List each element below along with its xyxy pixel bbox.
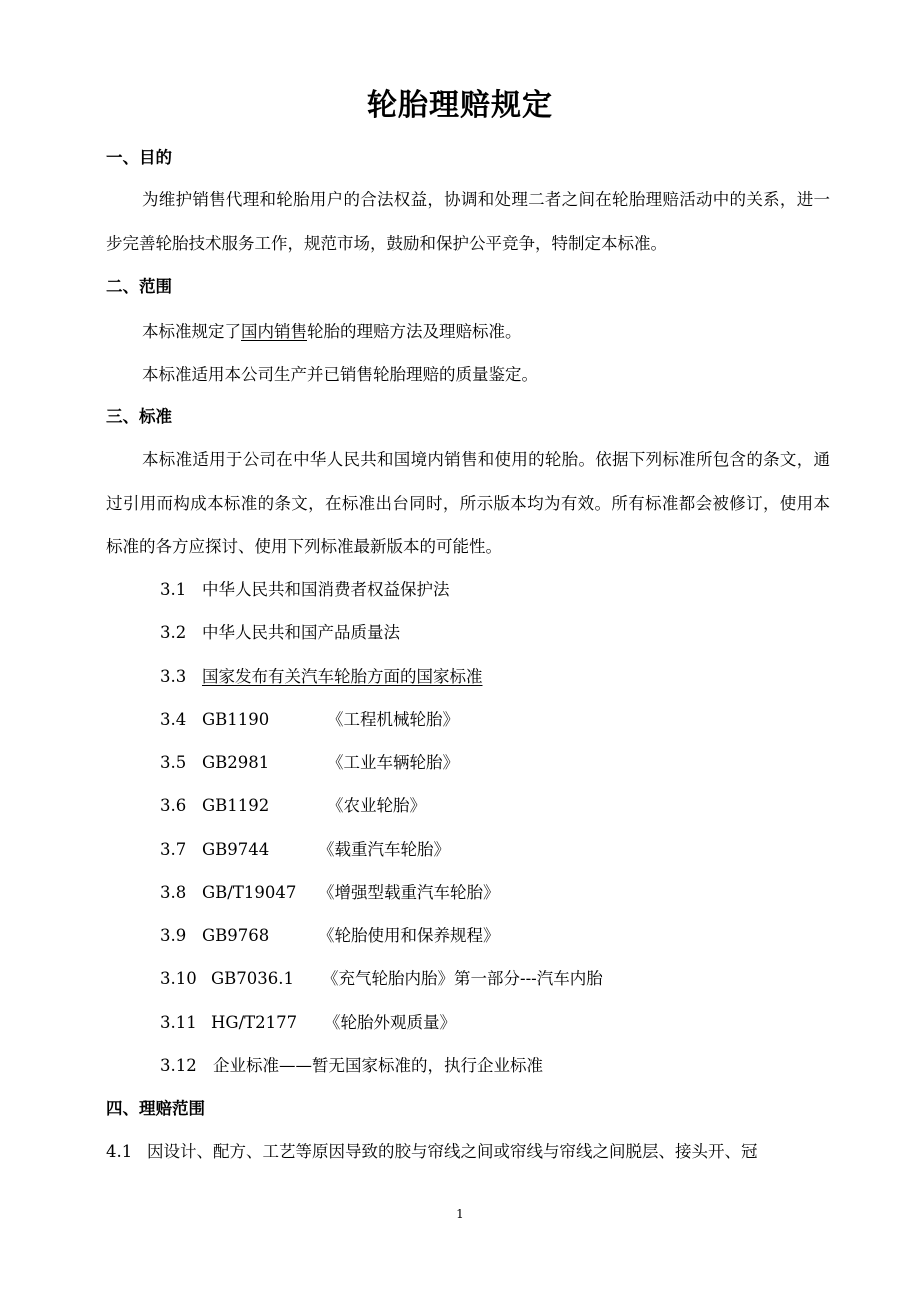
scope-line-1-post: 轮胎的理赔方法及理赔标准。 [307,322,522,341]
section-heading-scope [106,275,172,299]
item-code: GB9768 [202,926,270,945]
claim-scope-item-text: 因设计、配方、工艺等原因导致的胶与帘线之间或帘线与帘线之间脱层、接头开、冠 [147,1142,758,1161]
standard-item [160,751,459,775]
standard-item [160,881,500,905]
item-number: 3.12 [160,1056,197,1075]
standard-item [160,838,450,862]
standard-item [160,665,483,689]
item-number: 3.1 [160,580,187,599]
item-number: 3.5 [160,753,187,772]
item-code: GB1192 [202,796,270,815]
item-name: 《轮胎外观质量》 [324,1013,456,1032]
domestic-sales-link[interactable]: 国内销售 [241,322,307,341]
item-code: HG/T2177 [211,1013,298,1032]
scope-line-2: 本标准适用本公司生产并已销售轮胎理赔的质量鉴定。 [142,365,538,384]
item-name: 《轮胎使用和保养规程》 [318,926,500,945]
standard-item [160,621,400,645]
item-name: 企业标准——暂无国家标准的，执行企业标准 [213,1056,543,1075]
item-code: GB2981 [202,753,270,772]
item-code: GB1190 [202,710,270,729]
item-number: 3.4 [160,710,187,729]
standard-item [160,794,426,818]
purpose-paragraph: 为维护销售代理和轮胎用户的合法权益，协调和处理二者之间在轮胎理赔活动中的关系，进一步完善轮胎技术服务工作，规范市场，鼓励和保护公平竞争，特制定本标准。 [106,190,830,253]
claim-scope-item [106,1140,758,1164]
item-number: 4.1 [106,1142,133,1161]
item-name: 《充气轮胎内胎》第一部分---汽车内胎 [322,969,603,988]
item-name: 中华人民共和国产品质量法 [202,623,400,642]
item-number: 3.10 [160,969,197,988]
standard-item [160,708,459,732]
item-name: 《工程机械轮胎》 [327,710,459,729]
item-number: 3.9 [160,926,187,945]
item-name: 《工业车辆轮胎》 [327,753,459,772]
page-number: 1 [456,1207,464,1221]
item-number: 3.2 [160,623,187,642]
standards-paragraph: 本标准适用于公司在中华人民共和国境内销售和使用的轮胎。依据下列标准所包含的条文，通过引用而构成本标准的条文，在标准出台同时，所示版本均为有效。所有标准都会被修订，使用本标准的各方应探讨、使用下列标准最新版本的可能性。 [106,450,830,556]
item-name: 《载重汽车轮胎》 [318,840,450,859]
item-name: 《农业轮胎》 [327,796,426,815]
national-standards-link[interactable]: 国家发布有关汽车轮胎方面的国家标准 [202,667,483,686]
item-number: 3.7 [160,840,187,859]
standard-item [160,924,500,948]
standard-item [160,1011,456,1035]
section-heading-claim-scope: 四、理赔范围 [106,1099,205,1118]
item-code: GB/T19047 [202,883,297,902]
item-number: 3.6 [160,796,187,815]
section-heading-purpose: 一、目的 [106,148,172,167]
item-name: 《增强型载重汽车轮胎》 [318,883,500,902]
item-code: GB9744 [202,840,270,859]
standard-item [160,578,450,602]
scope-heading-text: 二、范围 [106,277,172,296]
item-code: GB7036.1 [211,969,295,988]
section-heading-standards: 三、标准 [106,407,172,426]
standard-item [160,967,603,991]
standard-item [160,1054,543,1078]
item-number: 3.3 [160,667,187,686]
scope-line-1 [142,320,522,344]
scope-line-1-pre: 本标准规定了 [142,322,241,341]
item-number: 3.11 [160,1013,197,1032]
page-title: 轮胎理赔规定 [367,88,553,123]
item-name: 中华人民共和国消费者权益保护法 [202,580,450,599]
item-number: 3.8 [160,883,187,902]
